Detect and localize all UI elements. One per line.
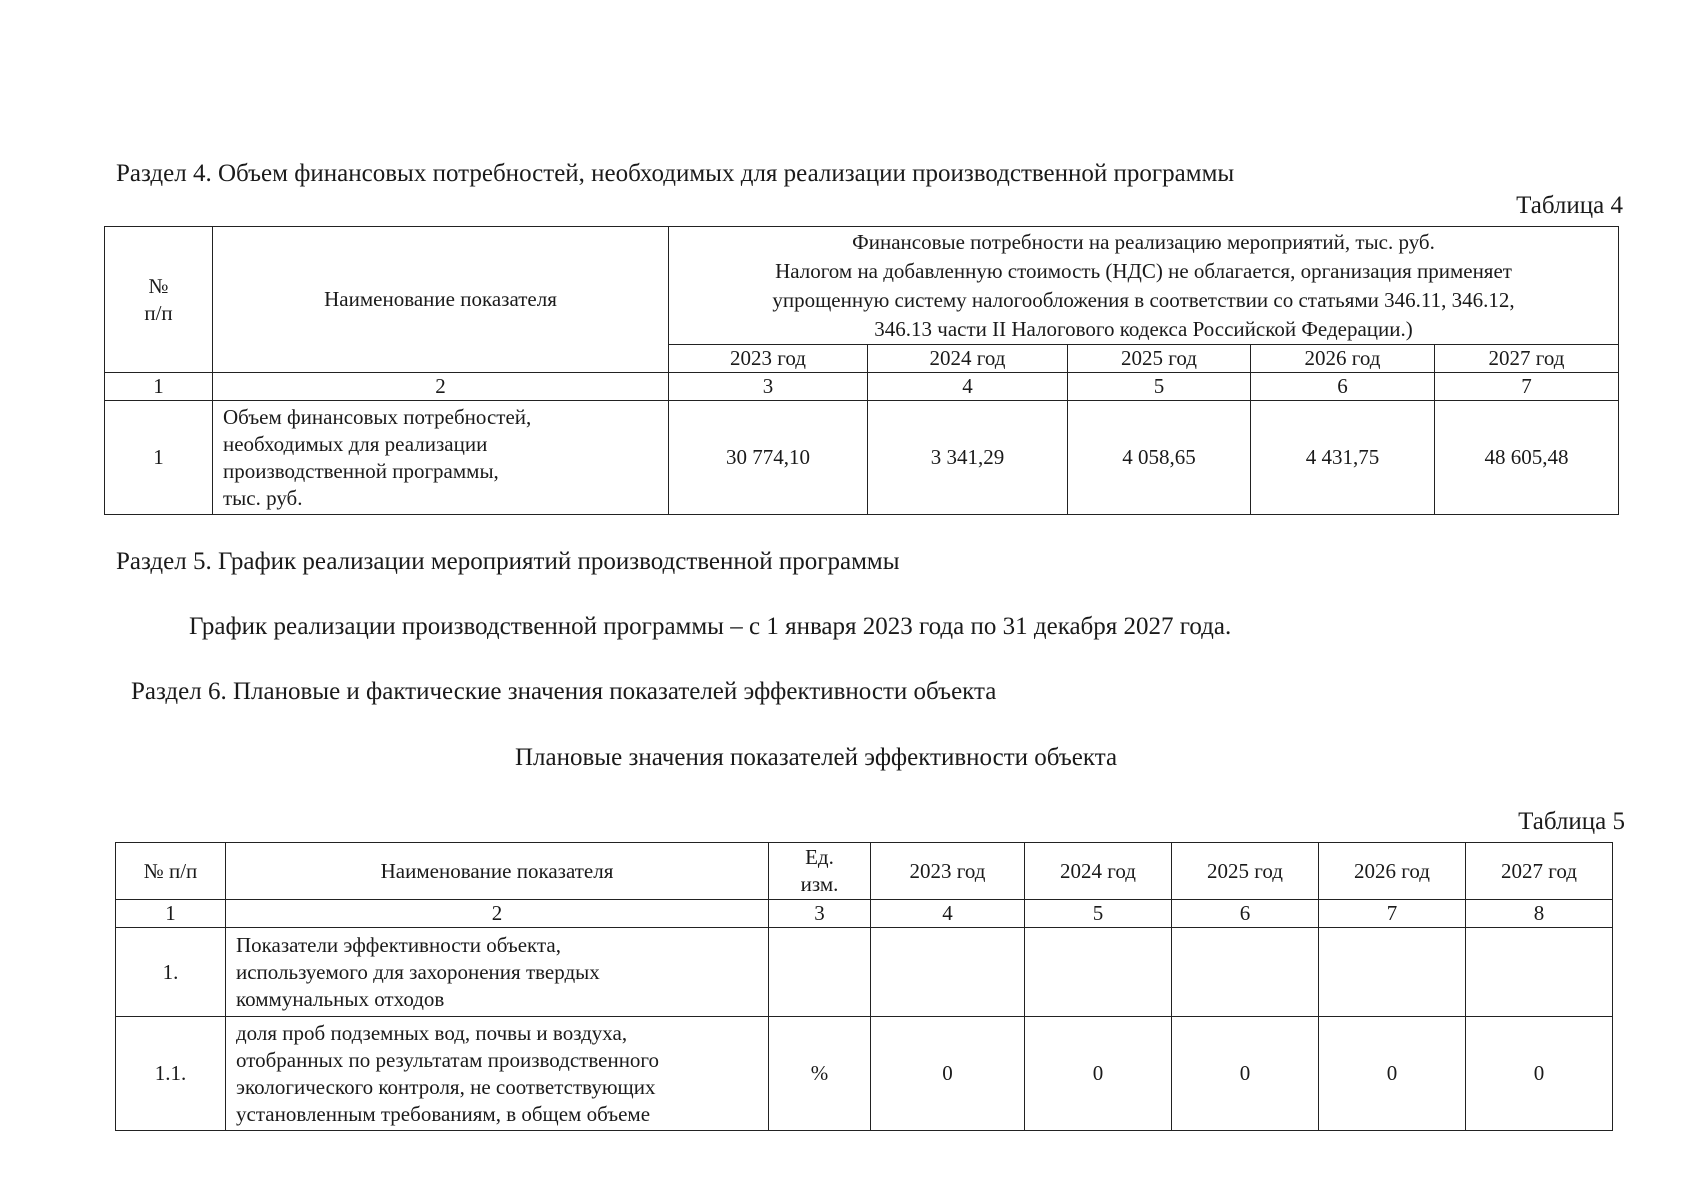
section5-text: График реализации производственной программы – с 1 января 2023 года по 31 декабря 2027 года. xyxy=(189,613,1232,640)
t5-row-name: Показатели эффективности объекта, используемого для захоронения твердых коммунальных отходов xyxy=(226,928,769,1017)
t4-index-cell: 4 xyxy=(868,373,1068,401)
t5-row-no: 1.1. xyxy=(116,1017,226,1131)
t5-index-cell: 4 xyxy=(871,900,1025,928)
t4-header-name: Наименование показателя xyxy=(213,227,669,373)
table-row xyxy=(105,401,1619,515)
t4-year-2023: 2023 год xyxy=(669,345,868,373)
t5-value-2025: 0 xyxy=(1172,1017,1319,1131)
section6-heading: Раздел 6. Плановые и фактические значения показателей эффективности объекта xyxy=(131,678,997,705)
t4-group-line-2: Налогом на добавленную стоимость (НДС) не облагается, организация применяет xyxy=(775,259,1512,283)
t4-header-no: № п/п xyxy=(105,227,213,373)
t5-row-no: 1. xyxy=(116,928,226,1017)
t5-header-no: № п/п xyxy=(116,843,226,900)
t4-index-cell: 6 xyxy=(1251,373,1435,401)
t4-group-header xyxy=(669,227,1619,345)
section6-subheading: Плановые значения показателей эффективности объекта xyxy=(515,744,1118,771)
t5-index-cell: 7 xyxy=(1319,900,1466,928)
t5-value-2023 xyxy=(871,928,1025,1017)
t5-index-cell: 2 xyxy=(226,900,769,928)
t5-header-2026: 2026 год xyxy=(1319,843,1466,900)
t5-value-2024 xyxy=(1025,928,1172,1017)
t4-group-line-1: Финансовые потребности на реализацию мероприятий, тыс. руб. xyxy=(852,230,1435,254)
table-row xyxy=(116,1017,1613,1131)
t4-row-no: 1 xyxy=(105,401,213,515)
t5-index-cell: 5 xyxy=(1025,900,1172,928)
t5-header-2024: 2024 год xyxy=(1025,843,1172,900)
t5-value-2024: 0 xyxy=(1025,1017,1172,1131)
t5-value-2027: 0 xyxy=(1466,1017,1613,1131)
t4-year-2026: 2026 год xyxy=(1251,345,1435,373)
t5-header-row xyxy=(116,843,1613,900)
t5-index-cell: 1 xyxy=(116,900,226,928)
section5-heading: Раздел 5. График реализации мероприятий производственной программы xyxy=(116,548,900,575)
t4-index-cell: 3 xyxy=(669,373,868,401)
t4-group-line-4: 346.13 части II Налогового кодекса Российской Федерации.) xyxy=(874,317,1413,341)
t4-value-2023: 30 774,10 xyxy=(669,401,868,515)
t5-index-cell: 8 xyxy=(1466,900,1613,928)
t5-row-name: доля проб подземных вод, почвы и воздуха, отобранных по результатам производственного экологического контроля, не соответствующих установленным требованиям, в общем объеме xyxy=(226,1017,769,1131)
t5-index-cell: 6 xyxy=(1172,900,1319,928)
table4-caption: Таблица 4 xyxy=(1516,192,1623,219)
section4-heading: Раздел 4. Объем финансовых потребностей, необходимых для реализации производственной программы xyxy=(116,160,1235,187)
t4-year-2024: 2024 год xyxy=(868,345,1068,373)
t5-value-2027 xyxy=(1466,928,1613,1017)
t4-index-cell: 7 xyxy=(1435,373,1619,401)
t4-year-2027: 2027 год xyxy=(1435,345,1619,373)
t5-value-2026: 0 xyxy=(1319,1017,1466,1131)
t5-index-row xyxy=(116,900,1613,928)
t5-value-2026 xyxy=(1319,928,1466,1017)
t4-value-2025: 4 058,65 xyxy=(1068,401,1251,515)
t5-index-cell: 3 xyxy=(769,900,871,928)
table5 xyxy=(115,842,1613,1131)
t5-header-2023: 2023 год xyxy=(871,843,1025,900)
t4-value-2027: 48 605,48 xyxy=(1435,401,1619,515)
t4-index-cell: 5 xyxy=(1068,373,1251,401)
t4-year-2025: 2025 год xyxy=(1068,345,1251,373)
t5-header-2027: 2027 год xyxy=(1466,843,1613,900)
table-row xyxy=(116,928,1613,1017)
t5-header-unit: Ед. изм. xyxy=(769,843,871,900)
t4-index-row xyxy=(105,373,1619,401)
t5-value-2025 xyxy=(1172,928,1319,1017)
table5-caption: Таблица 5 xyxy=(1518,808,1625,835)
t5-value-2023: 0 xyxy=(871,1017,1025,1131)
table4 xyxy=(104,226,1619,515)
t4-value-2026: 4 431,75 xyxy=(1251,401,1435,515)
t5-row-unit: % xyxy=(769,1017,871,1131)
t5-header-name: Наименование показателя xyxy=(226,843,769,900)
t4-value-2024: 3 341,29 xyxy=(868,401,1068,515)
t5-header-2025: 2025 год xyxy=(1172,843,1319,900)
t4-row-name: Объем финансовых потребностей, необходимых для реализации производственной программы, тыс. руб. xyxy=(213,401,669,515)
t5-row-unit xyxy=(769,928,871,1017)
t4-index-cell: 1 xyxy=(105,373,213,401)
t4-group-line-3: упрощенную систему налогообложения в соответствии со статьями 346.11, 346.12, xyxy=(772,288,1515,312)
t4-index-cell: 2 xyxy=(213,373,669,401)
